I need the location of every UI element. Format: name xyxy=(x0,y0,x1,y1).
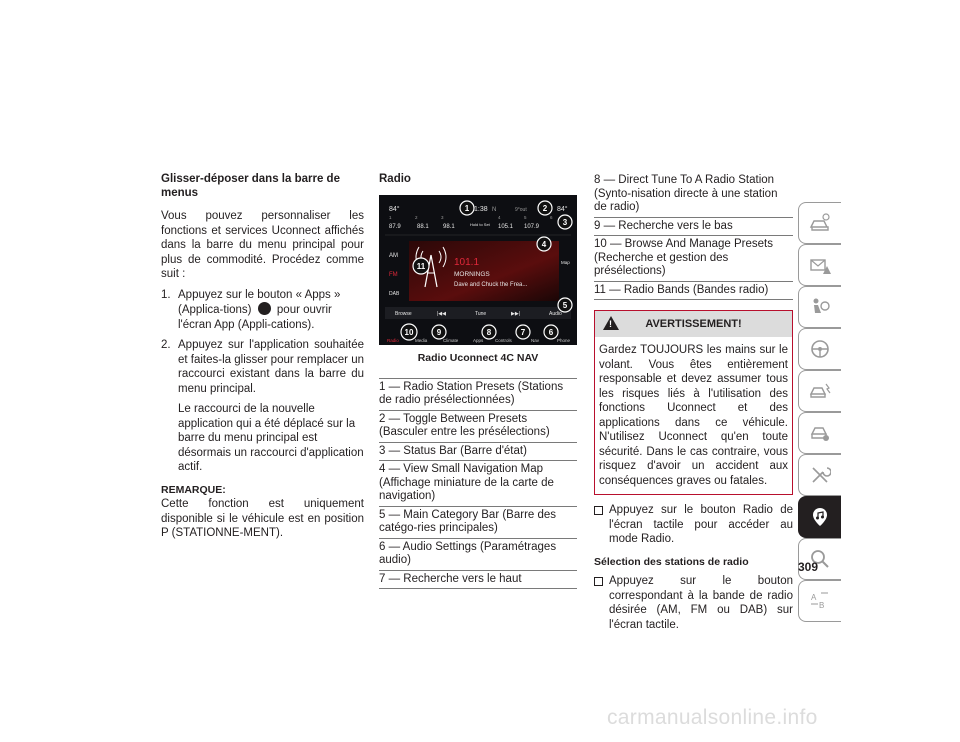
warning-box xyxy=(594,310,793,495)
tab-mail-warning[interactable] xyxy=(798,244,841,286)
svg-text:2: 2 xyxy=(542,204,548,213)
warning-triangle-icon: ! xyxy=(603,316,619,330)
checkbox-bullet-icon xyxy=(594,506,603,515)
column-right xyxy=(594,172,793,632)
callout-10 xyxy=(401,324,417,340)
tab-car-info[interactable] xyxy=(798,202,841,244)
legend-item: 6 — Audio Settings (Paramétrages audio) xyxy=(379,538,577,570)
column-left xyxy=(161,172,364,547)
crash-icon xyxy=(809,380,831,402)
map-button[interactable]: Map xyxy=(561,260,570,265)
preset-num: 4 xyxy=(498,215,501,220)
subheading: Sélection des stations de radio xyxy=(594,555,749,568)
svg-text:11: 11 xyxy=(416,262,426,271)
tune-button[interactable]: Tune xyxy=(475,311,487,317)
step-text: Appuyez sur l'application souhaitée et faites-la glisser pour remplacer un raccourci existant dans la barre du menu principal. xyxy=(178,339,364,395)
intro-paragraph: Vous pouvez personnaliser les fonctions et services Uconnect affichés dans la barre du menu principal pour plus de commodité. Procédez comme suit : xyxy=(161,210,364,280)
legend-item: 5 — Main Category Bar (Barre des catégo-ries principales) xyxy=(379,506,577,538)
svg-text:9: 9 xyxy=(436,328,442,337)
bullet-text: Appuyez sur le bouton correspondant à la bande de radio désirée (AM, FM ou DAB) sur l'écran tactile. xyxy=(609,575,793,631)
watermark: carmanualsonline.info xyxy=(607,706,818,729)
callout-9 xyxy=(432,325,446,339)
browse-button[interactable]: Browse xyxy=(395,311,412,317)
preset-button[interactable]: Hold to Set xyxy=(470,222,490,227)
nav-apps[interactable]: Apps xyxy=(473,338,484,343)
tab-tools[interactable] xyxy=(798,454,841,496)
status-time: 1:38 xyxy=(474,206,488,213)
warning-title: AVERTISSEMENT! xyxy=(645,318,742,330)
figure-caption: Radio Uconnect 4C NAV xyxy=(417,352,539,364)
step-2 xyxy=(161,338,364,396)
host-name: Dave and Chuck the Frea... xyxy=(454,282,528,288)
radio-screen-svg xyxy=(379,195,577,345)
preset-button[interactable]: 98.1 xyxy=(443,224,455,230)
note-text: Cette fonction est uniquement disponible si le véhicule est en position P (STATIONNE-MENT). xyxy=(161,498,364,539)
audio-button[interactable]: Audio xyxy=(549,311,562,317)
legend-item: 11 — Radio Bands (Bandes radio) xyxy=(594,281,793,301)
status-temp-right: 84° xyxy=(557,206,568,213)
callout-7 xyxy=(516,325,530,339)
car-info-icon xyxy=(809,212,831,234)
preset-button[interactable]: 87.9 xyxy=(389,224,401,230)
status-outside: 9°out xyxy=(515,207,527,213)
status-temp-left: 84° xyxy=(389,206,400,213)
step-2-subtext: Le raccourci de la nouvelle application qui a été déplacé sur la barre du menu principal est désormais un raccourci d'application actif. xyxy=(178,403,364,473)
section-heading: Radio xyxy=(379,173,411,185)
step-number: 2. xyxy=(161,339,171,351)
callout-8 xyxy=(482,325,496,339)
step-text-cont: pour ouvrir l'écran App (Appli-cations). xyxy=(178,304,332,331)
svg-text:B: B xyxy=(819,601,825,610)
band-fm[interactable]: FM xyxy=(389,272,398,278)
checkbox-bullet-icon xyxy=(594,577,603,586)
steering-icon xyxy=(809,338,831,360)
radio-screen-image xyxy=(379,195,577,345)
apps-icon xyxy=(258,302,271,315)
nav-nav[interactable]: Nav xyxy=(531,338,540,343)
airbag-icon xyxy=(809,296,831,318)
tab-language[interactable] xyxy=(798,580,841,622)
multimedia-icon xyxy=(809,506,831,528)
note-title: REMARQUE: xyxy=(161,483,226,496)
nav-controls[interactable]: Controls xyxy=(495,338,512,343)
service-icon xyxy=(809,422,831,444)
preset-num: 1 xyxy=(389,215,392,220)
bullet-item xyxy=(594,503,793,547)
step-1 xyxy=(161,288,364,333)
nav-phone[interactable]: Phone xyxy=(557,338,571,343)
svg-text:A: A xyxy=(811,593,817,602)
bullet-text: Appuyez sur le bouton Radio de l'écran tactile pour accéder au mode Radio. xyxy=(609,504,793,545)
callout-3 xyxy=(558,215,572,229)
seek-down-icon[interactable]: |◀◀ xyxy=(437,311,446,317)
tab-airbag[interactable] xyxy=(798,286,841,328)
step-text: Appuyez sur le bouton « Apps » (Applica-tions) xyxy=(178,288,341,316)
status-compass: N xyxy=(492,207,497,213)
preset-button[interactable]: 105.1 xyxy=(498,224,514,230)
station-frequency: 101.1 xyxy=(454,257,480,268)
preset-button[interactable]: 107.9 xyxy=(524,224,540,230)
callout-1 xyxy=(460,201,474,215)
language-icon xyxy=(809,590,831,612)
mail-warning-icon xyxy=(809,254,831,276)
show-name: MORNINGS xyxy=(454,271,490,278)
preset-num: 6 xyxy=(550,215,553,220)
legend-item: 10 — Browse And Manage Presets (Recherche et gestion des présélections) xyxy=(594,235,793,281)
tab-crash[interactable] xyxy=(798,370,841,412)
tab-service[interactable] xyxy=(798,412,841,454)
column-middle xyxy=(379,172,577,589)
preset-num: 3 xyxy=(441,215,444,220)
svg-text:6: 6 xyxy=(548,328,554,337)
legend-item: 3 — Status Bar (Barre d'état) xyxy=(379,442,577,461)
nav-radio[interactable]: Radio xyxy=(387,338,399,343)
page-number: 309 xyxy=(798,560,819,574)
svg-text:4: 4 xyxy=(541,240,547,249)
section-heading: Glisser-déposer dans la barre de menus xyxy=(161,173,340,199)
step-number: 1. xyxy=(161,288,171,301)
warning-text: Gardez TOUJOURS les mains sur le volant. Vous êtes entièrement responsable et devez assumer tous les risques liés à l'utilisation des fonctions Uconnect et des applications dans ce véhicule. N'utilisez Uconnect qu'en toute sécurité. Dans le cas contraire, vous risquez d'avoir un accident aux conséquences graves ou fatales. xyxy=(599,344,788,487)
nav-climate[interactable]: Climate xyxy=(443,338,459,343)
preset-button[interactable]: 88.1 xyxy=(417,224,429,230)
band-dab[interactable]: DAB xyxy=(389,291,400,297)
legend-item: 7 — Recherche vers le haut xyxy=(379,570,577,590)
bullet-item xyxy=(594,574,793,632)
tab-multimedia[interactable] xyxy=(798,496,841,538)
callout-4 xyxy=(537,237,551,251)
svg-text:1: 1 xyxy=(464,204,470,213)
callout-11 xyxy=(413,258,429,274)
callout-2 xyxy=(538,201,552,215)
tab-steering[interactable] xyxy=(798,328,841,370)
svg-text:8: 8 xyxy=(486,328,492,337)
tools-icon xyxy=(809,464,831,486)
callout-6 xyxy=(544,325,558,339)
legend-item: 9 — Recherche vers le bas xyxy=(594,217,793,236)
svg-text:5: 5 xyxy=(562,301,568,310)
preset-num: 2 xyxy=(415,215,418,220)
nav-media[interactable]: Media xyxy=(415,338,428,343)
svg-text:3: 3 xyxy=(562,218,568,227)
svg-text:7: 7 xyxy=(520,328,526,337)
band-am[interactable]: AM xyxy=(389,253,398,259)
legend-item: 8 — Direct Tune To A Radio Station (Synto-nisation directe à une station de radio) xyxy=(594,174,778,213)
svg-text:10: 10 xyxy=(404,328,414,337)
callout-5 xyxy=(558,298,572,312)
legend-item: 1 — Radio Station Presets (Stations de radio présélectionnées) xyxy=(379,378,577,410)
legend-item: 4 — View Small Navigation Map (Affichage miniature de la carte de navigation) xyxy=(379,460,577,506)
preset-num: 5 xyxy=(524,215,527,220)
legend-item: 2 — Toggle Between Presets (Basculer entre les présélections) xyxy=(379,410,577,442)
seek-up-icon[interactable]: ▶▶| xyxy=(511,311,520,317)
